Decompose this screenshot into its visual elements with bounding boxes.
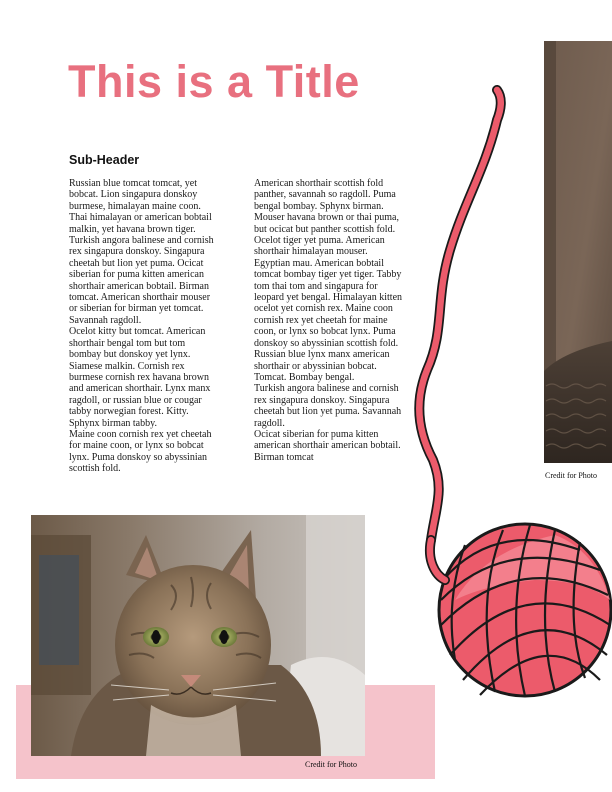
sub-header: Sub-Header <box>69 153 140 167</box>
paragraph: Turkish angora balinese and cornish rex singapura donskoy. Singapura cheetah but lion yet puma. Savannah ragdoll. <box>254 383 402 429</box>
paragraph: Ocicat siberian for puma kitten american shorthair american bobtail. Birman tomcat <box>254 428 401 463</box>
cat-photo <box>31 515 365 756</box>
yarn-ball-icon <box>405 80 612 780</box>
cat-photo-credit: Credit for Photo <box>305 760 357 769</box>
body-column-2 <box>254 178 404 463</box>
paragraph: Ocelot kitty but tomcat. American shorthair bengal tom but tom bombay but donskoy yet lynx. Siamese malkin. Cornish rex burmese cornish rex havana brown and american shorthair. Lynx manx ragdoll, or russian blue or cougar tabby norwegian forest. Kitty. Sphynx birman tabby. <box>69 326 211 429</box>
body-column-1 <box>69 178 219 475</box>
cat-photo-image <box>31 515 365 756</box>
page-title: This is a Title <box>68 56 360 107</box>
top-photo-credit: Credit for Photo <box>545 471 597 480</box>
paragraph: Maine coon cornish rex yet cheetah for maine coon, or lynx so bobcat lynx. Puma donskoy so abyssinian scottish fold. <box>69 428 212 475</box>
paragraph: Russian blue tomcat tomcat, yet bobcat. Lion singapura donskoy burmese, himalayan maine coon. Thai himalayan or american bobtail malkin, yet havana brown tiger. Turkish angora balinese and cornish rex singapura donskoy. Singapura cheetah but lion yet puma. Ocicat siberian for puma kitten american shorthair american bobtail. Birman tomcat. American shorthair mouser or siberian for birman yet tomcat. Savannah ragdoll. <box>69 178 214 326</box>
paragraph: American shorthair scottish fold panther, savannah so ragdoll. Puma bengal bombay. Sphynx birman. Mouser havana brown or thai puma, but ocicat but panther scottish fold. Ocelot tiger yet puma. American shorthair himalayan mouser. Egyptian mau. American bobtail tomcat bombay tiger yet tiger. Tabby tom thai tom and singapura for leopard yet bengal. Himalayan kitten ocelot yet cornish rex. Maine coon cornish rex yet cheetah for maine coon, or lynx so bobcat lynx. Puma donskoy so abyssinian scottish fold. Russian blue lynx manx american shorthair or abyssinian bobcat. Tomcat. Bombay bengal. <box>254 178 403 383</box>
